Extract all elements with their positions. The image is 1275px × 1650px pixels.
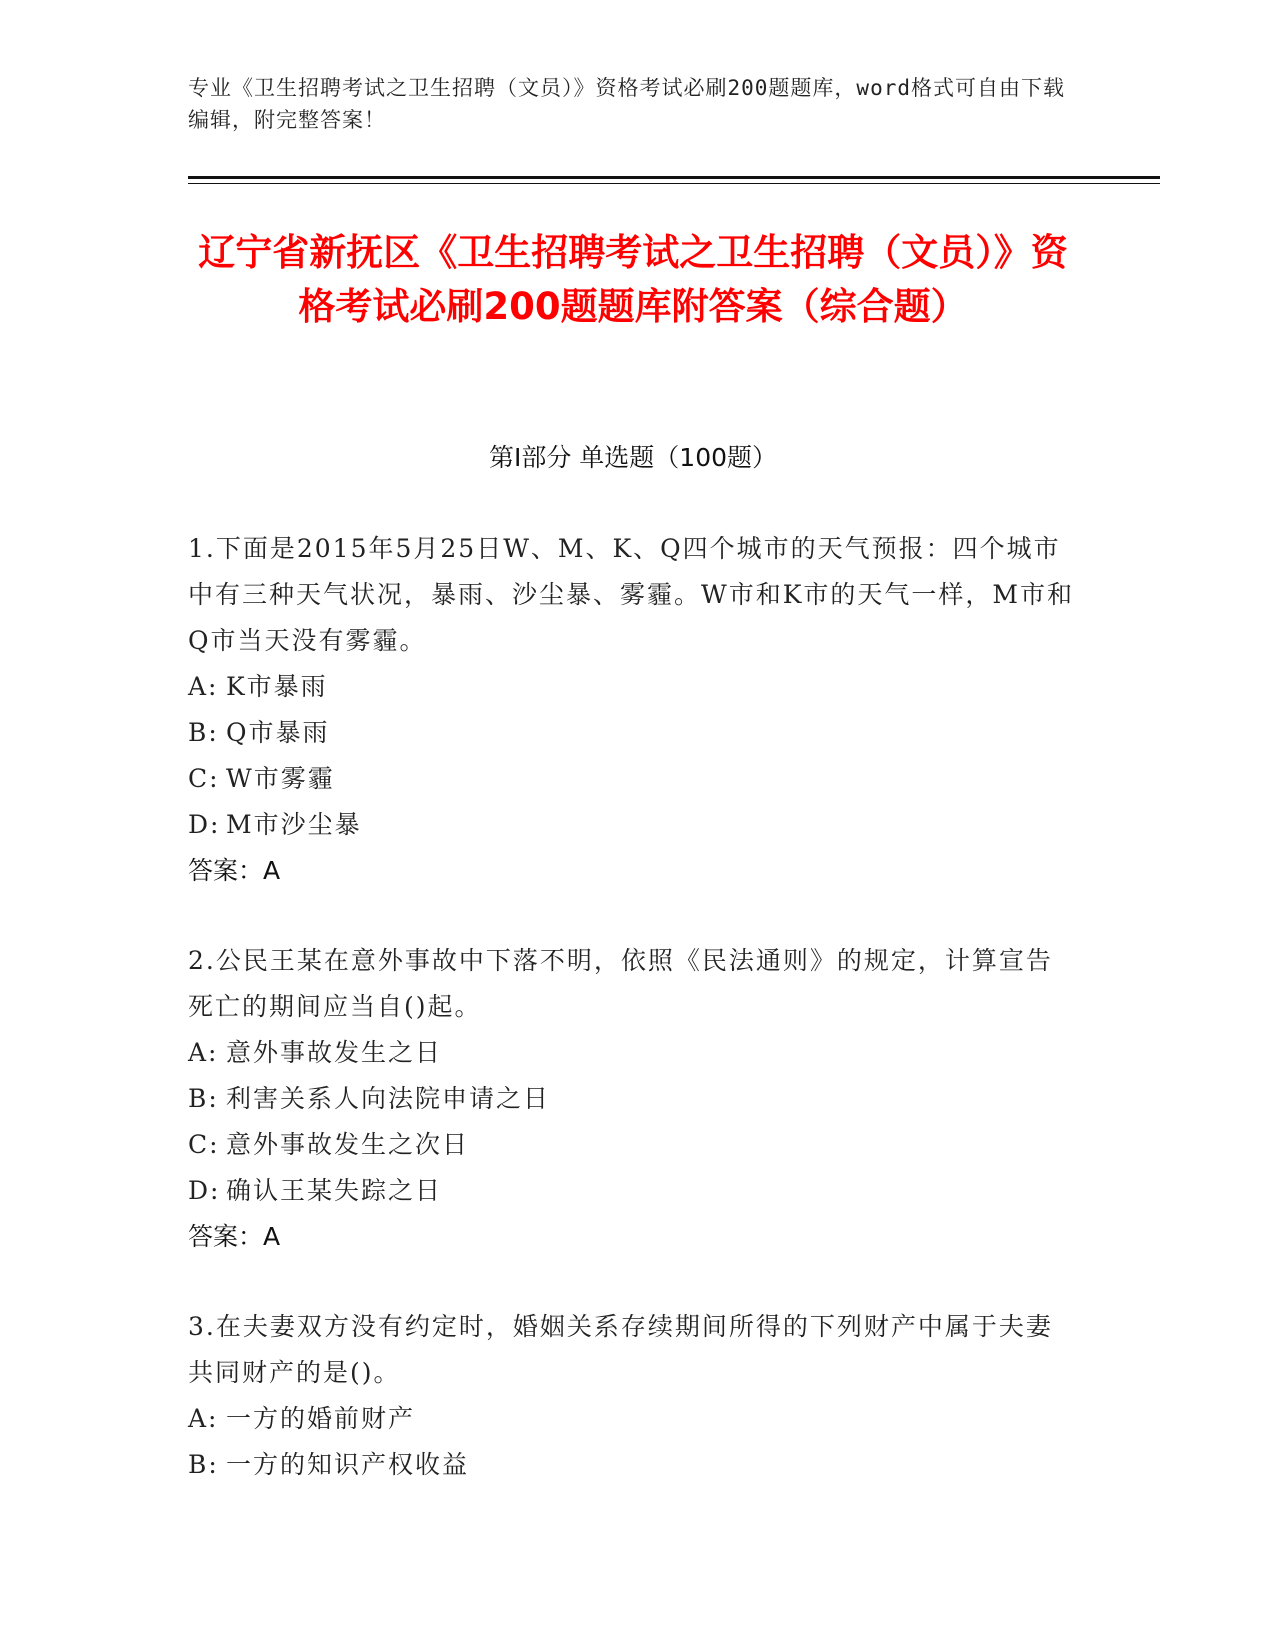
question-item [188,526,1078,894]
option-key: B: [188,718,219,747]
document-title: 辽宁省新抚区《卫生招聘考试之卫生招聘（文员）》资格考试必刷200题题库附答案（综合题） [198,231,1068,328]
question-item [188,938,1078,1260]
option-text: 利害关系人向法院申请之日 [226,1084,551,1113]
option-key: C: [188,1130,220,1159]
option-a [188,664,1078,710]
header-note: 专业《卫生招聘考试之卫生招聘（文员）》资格考试必刷200题题库，word格式可自由下载编辑，附完整答案！ [188,76,1065,132]
section-title: 第I部分 单选题（100题） [488,443,778,472]
option-text: 一方的知识产权收益 [226,1450,470,1479]
option-text: K市暴雨 [226,672,328,701]
option-key: A: [188,672,219,701]
header-divider-thin [188,183,1160,184]
option-key: C: [188,764,220,793]
option-text: 确认王某失踪之日 [226,1176,443,1205]
answer-line: 答案：A [188,856,281,885]
option-text: 意外事故发生之次日 [226,1130,470,1159]
option-text: M市沙尘暴 [226,810,362,839]
option-key: B: [188,1450,219,1479]
question-text: 3.在夫妻双方没有约定时，婚姻关系存续期间所得的下列财产中属于夫妻共同财产的是()。 [188,1312,1053,1387]
option-text: W市雾霾 [226,764,335,793]
option-d [188,802,1078,848]
option-key: A: [188,1038,219,1067]
question-text: 1.下面是2015年5月25日W、M、K、Q四个城市的天气预报：四个城市中有三种天气状况，暴雨、沙尘暴、雾霾。W市和K市的天气一样，M市和Q市当天没有雾霾。 [188,534,1074,655]
option-c [188,1122,1078,1168]
option-text: 意外事故发生之日 [226,1038,443,1067]
option-key: D: [188,1176,221,1205]
question-text: 2.公民王某在意外事故中下落不明，依照《民法通则》的规定，计算宣告死亡的期间应当自()起。 [188,946,1053,1021]
option-b [188,710,1078,756]
answer-line: 答案：A [188,1222,281,1251]
option-a [188,1396,1078,1442]
header-divider-thick [188,176,1160,179]
option-b [188,1442,1078,1488]
question-list [188,526,1078,1532]
option-key: D: [188,810,221,839]
option-key: B: [188,1084,219,1113]
option-a [188,1030,1078,1076]
option-d [188,1168,1078,1214]
option-key: A: [188,1404,219,1433]
option-b [188,1076,1078,1122]
option-text: 一方的婚前财产 [226,1404,416,1433]
question-item [188,1304,1078,1488]
option-c [188,756,1078,802]
option-text: Q市暴雨 [226,718,330,747]
